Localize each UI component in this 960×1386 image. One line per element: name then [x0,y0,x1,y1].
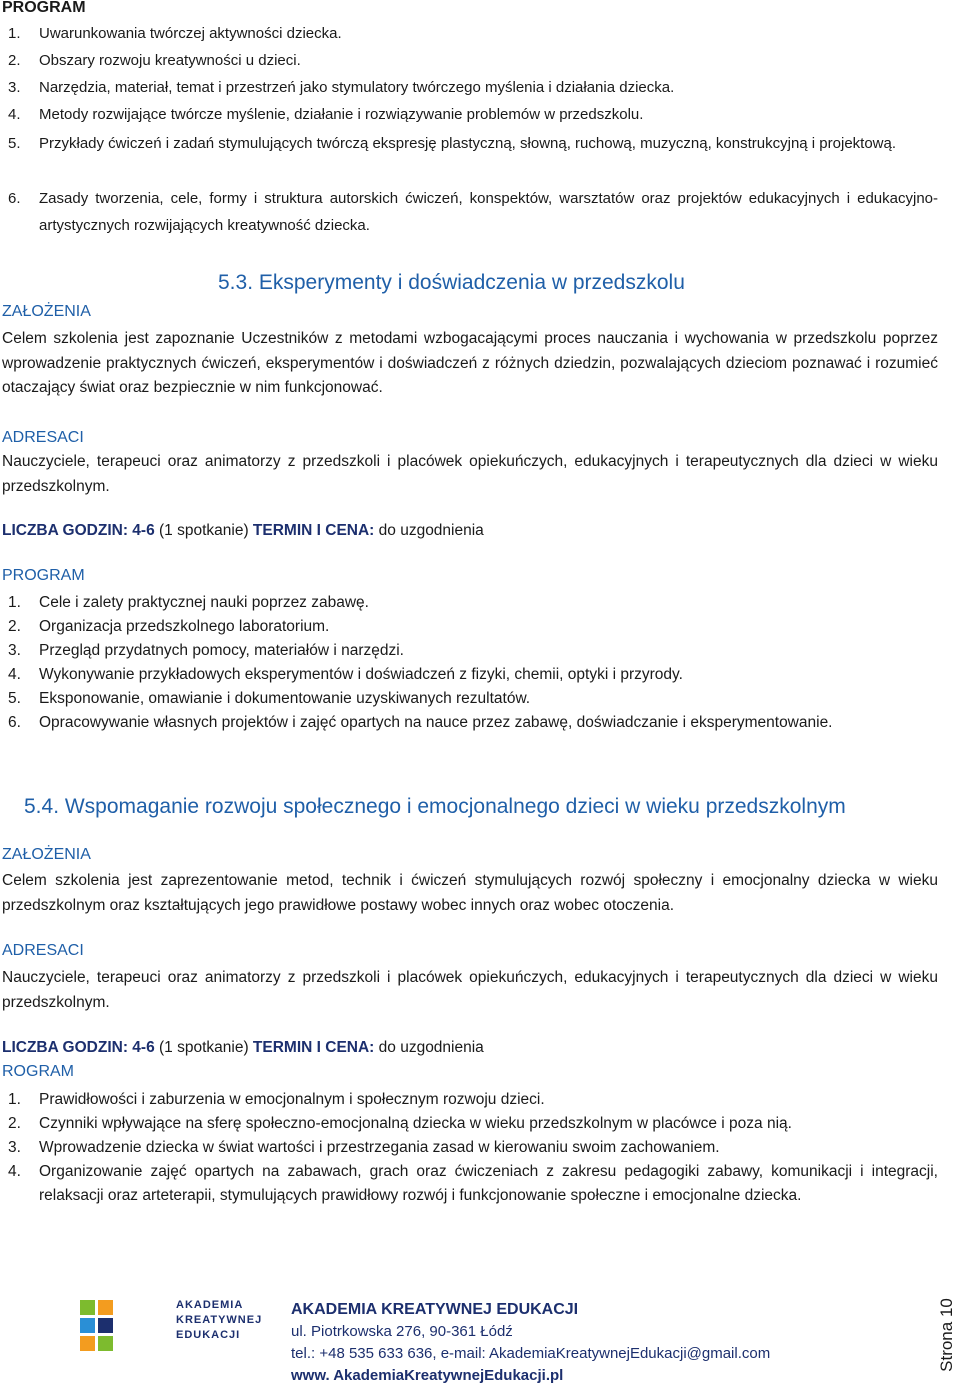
list-item: 4. Wykonywanie przykładowych eksperymentów i doświadczeń z fizyki, chemii, optyki i przyrody. [8,666,683,683]
list-item: 3. Wprowadzenie dziecka w świat wartości i przestrzegania zasad w kierowaniu swoim zachowaniem. [8,1139,720,1156]
assumptions-label: ZAŁOŻENIA [2,303,91,320]
footer-website: www. AkademiaKreatywnejEdukacji.pl [291,1367,564,1384]
recipients-text: Nauczyciele, terapeuci oraz animatorzy z przedszkoli i placówek opiekuńczych, edukacyjnych i terapeutycznych dla dzieci w wieku przedszkolnym. [2,969,938,1011]
list-item: 2. Organizacja przedszkolnego laboratorium. [8,618,330,635]
list-item: 6. Zasady tworzenia, cele, formy i struktura autorskich ćwiczeń, konspektów, warsztatów oraz projektów edukacyjnych i edukacyjno-artystycznych rozwijających kreatywność dziecka. [8,190,938,235]
logo-square-green [80,1300,95,1315]
list-item: 3. Narzędzia, materiał, temat i przestrzeń jako stymulatory twórczego myślenia i działania dziecka. [8,79,675,96]
section-title: 5.3. Eksperymenty i doświadczenia w przedszkolu [218,271,685,294]
assumptions-text: Celem szkolenia jest zapoznanie Uczestników z metodami wzbogacającymi proces nauczania i wychowania w przedszkolu poprzez wprowadzenie praktycznych ćwiczeń, eksperymentów i doświadczeń z różnych dziedzin, pozwalających dzieciom poznawać i rozumieć otaczający świat oraz bezpiecznie w nim funkcjonować. [2,330,938,397]
list-item: 4. Metody rozwijające twórcze myślenie, działanie i rozwiązywanie problemów w przedszkolu. [8,106,644,123]
logo-square-navy [98,1318,113,1333]
logo-text: AKADEMIA KREATYWNEJ EDUKACJI [176,1299,263,1341]
hours-term-line: LICZBA GODZIN: 4-6 (1 spotkanie) TERMIN I CENA: do uzgodnienia [2,522,484,539]
footer-org-name: AKADEMIA KREATYWNEJ EDUKACJI [291,1301,579,1318]
list-item: 4. Organizowanie zajęć opartych na zabawach, grach oraz ćwiczeniach z zakresu pedagogiki zabawy, komunikacji i integracji, relaksacji oraz arteterapii, stymulujących prawidłowy rozwój i funkcjonowanie społeczne i emocjonalne dziecka. [8,1163,938,1205]
list-item: 2. Czynniki wpływające na sferę społeczno-emocjonalną dziecka w wieku przedszkolnym w placówce i poza nią. [8,1115,792,1132]
recipients-label: ADRESACI [2,429,84,446]
logo-square-green [98,1336,113,1351]
list-item: 2. Obszary rozwoju kreatywności u dzieci. [8,52,301,69]
recipients-label: ADRESACI [2,942,84,959]
footer-logo [80,1296,263,1358]
list-item: 1. Uwarunkowania twórczej aktywności dziecka. [8,25,342,42]
program-heading: PROGRAM [2,0,86,16]
list-item: 1. Prawidłowości i zaburzenia w emocjonalnym i społecznym rozwoju dzieci. [8,1091,545,1108]
footer-contact: tel.: +48 535 633 636, e-mail: AkademiaKreatywnejEdukacji@gmail.com [291,1345,771,1362]
assumptions-text: Celem szkolenia jest zaprezentowanie metod, technik i ćwiczeń stymulujących rozwój społeczny i emocjonalny dziecka w wieku przedszkolnym oraz kształtujących jego prawidłowe postawy wobec innych oraz wobec otoczenia. [2,872,938,914]
logo-square-orange [98,1300,113,1315]
recipients-text: Nauczyciele, terapeuci oraz animatorzy z przedszkoli i placówek opiekuńczych, edukacyjnych i terapeutycznych dla dzieci w wieku przedszkolnym. [2,453,938,495]
hours-term-line: LICZBA GODZIN: 4-6 (1 spotkanie) TERMIN I CENA: do uzgodnienia [2,1039,484,1056]
section-title: 5.4. Wspomaganie rozwoju społecznego i emocjonalnego dzieci w wieku przedszkolnym [24,795,846,818]
program-label: PROGRAM [2,567,85,584]
logo-square-orange [80,1336,95,1351]
logo-square-blue [80,1318,95,1333]
page-number: Strona 10 [937,1298,956,1372]
list-item: 1. Cele i zalety praktycznej nauki poprzez zabawę. [8,594,369,611]
footer-address: ul. Piotrkowska 276, 90-361 Łódź [291,1323,513,1340]
assumptions-label: ZAŁOŻENIA [2,846,91,863]
list-item: 5. Eksponowanie, omawianie i dokumentowanie uzyskiwanych rezultatów. [8,690,531,707]
program-label: ROGRAM [2,1063,74,1080]
list-item: 3. Przegląd przydatnych pomocy, materiałów i narzędzi. [8,642,404,659]
list-item: 5. Przykłady ćwiczeń i zadań stymulujących twórczą ekspresję plastyczną, słowną, ruchową, muzyczną, konstrukcyjną i projektową. [8,135,897,152]
list-item: 6. Opracowywanie własnych projektów i zajęć opartych na nauce przez zabawę, doświadczanie i eksperymentowanie. [8,714,833,731]
